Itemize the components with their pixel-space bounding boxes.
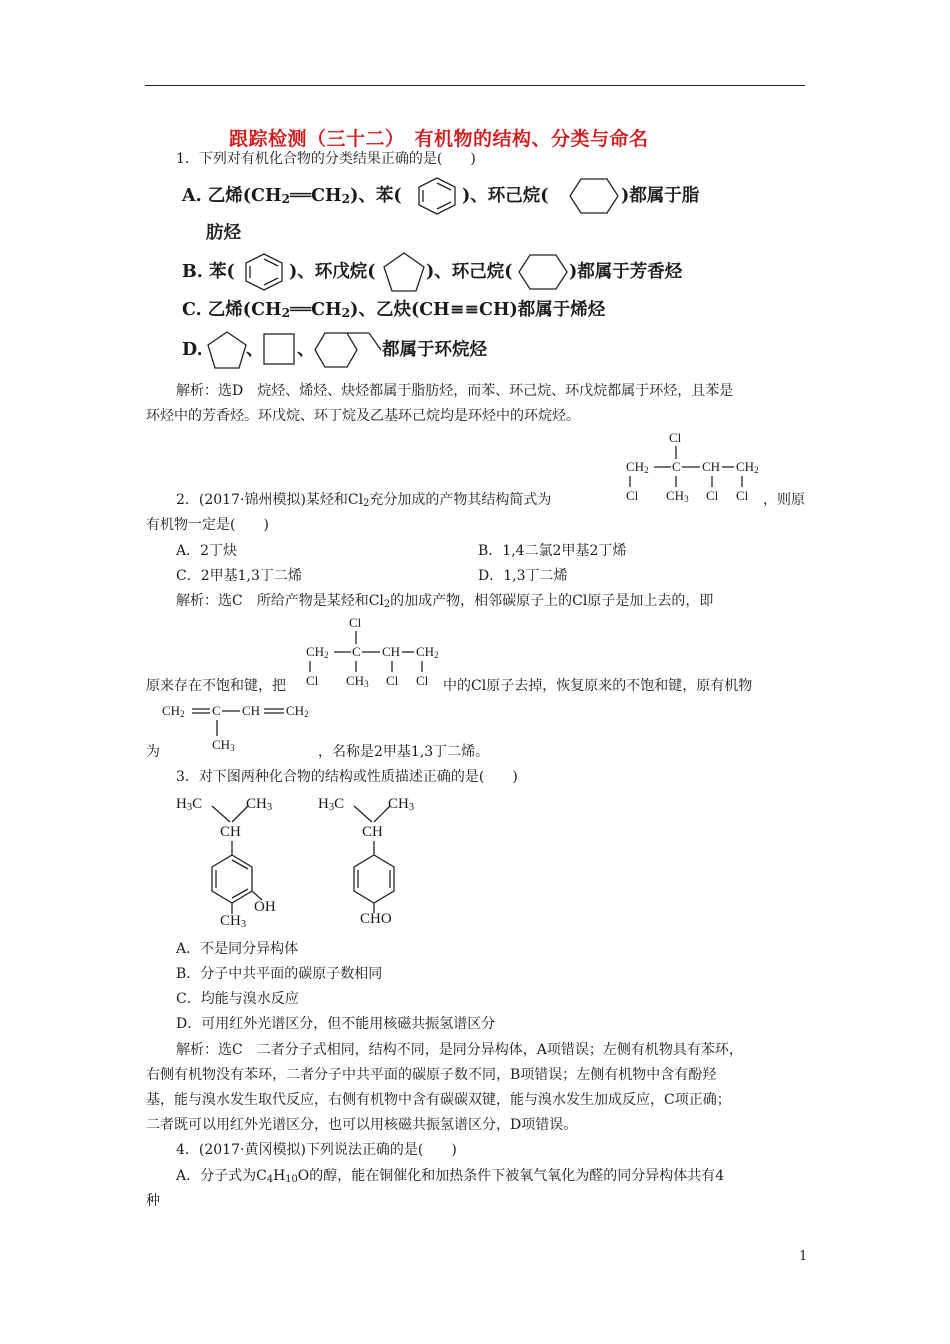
q2-option-b: B．1,4二氯2甲基2丁烯	[478, 543, 627, 559]
cyclohexane-icon	[568, 177, 620, 215]
q1-option-a-end: )都属于脂	[621, 186, 700, 206]
q3-analysis-line4: 二者既可以用红外光谱区分，也可以用核磁共振氢谱区分，D项错误。	[146, 1117, 578, 1133]
q3-option-c: C．均能与溴水反应	[176, 991, 299, 1007]
cyclopentane-icon	[206, 330, 248, 370]
q2-option-c: C．2甲基1,3丁二烯	[176, 568, 302, 584]
q2-analysis-line2-end: 中的Cl原子去掉，恢复原来的不饱和键，原有机物	[443, 678, 753, 694]
q1-option-c: C. 乙烯(CH2══CH2)、乙炔(CH≡≡CH)都属于烯烃	[182, 300, 606, 320]
q3-analysis-line1: 解析：选C 二者分子式相同，结构不同，是同分异构体，A项错误；左侧有机物具有苯环，	[176, 1042, 743, 1058]
q4-option-a-cont: 种	[146, 1193, 160, 1209]
q1-option-b-mid1: )、环戊烷(	[289, 262, 376, 282]
cyclopentane-icon	[382, 251, 426, 293]
q3-option-b: B．分子中共平面的碳原子数相同	[176, 966, 383, 982]
q1-option-a: A. 乙烯(CH2══CH2)、苯(	[182, 186, 402, 206]
formula-q2-analysis-bonds	[306, 616, 456, 696]
molecule-left-bonds	[176, 797, 306, 937]
q1-analysis-line2: 环烃中的芳香烃。环戊烷、环丁烷及乙基环己烷均是环烃中的环烷烃。	[146, 408, 580, 424]
q2-analysis-line3-end: ，名称是2甲基1,3丁二烯。	[318, 744, 490, 760]
q3-stem: 3．对下图两种化合物的结构或性质描述正确的是( )	[176, 769, 518, 785]
cyclohexane-icon	[517, 253, 569, 291]
q3-option-d: D．可用红外光谱区分，但不能用核磁共振氢谱区分	[176, 1016, 496, 1032]
q3-option-a: A．不是同分异构体	[176, 941, 299, 957]
header-rule	[145, 85, 805, 86]
q2-stem-end: ，则原	[763, 492, 805, 508]
q1-option-a-mid: )、环己烷(	[462, 186, 549, 206]
q1-analysis-line1: 解析：选D 烷烃、烯烃、炔烃都属于脂肪烃，而苯、环己烷、环戊烷都属于环烃，且苯是	[176, 383, 734, 399]
q2-stem: 2．(2017·锦州模拟)某烃和$Cl_2$充分加成的产物其结构简式为	[176, 492, 552, 509]
page-title: 跟踪检测（三十二） 有机物的结构、分类与命名	[229, 128, 649, 150]
q2-stem-line2: 有机物一定是( )	[146, 517, 269, 533]
q4-option-a: A．分子式为$C_4H_{10}O$的醇，能在铜催化和加热条件下被氧气氧化为醛的同分异构体共有4	[176, 1168, 725, 1185]
q1-option-d-sep1: 、	[246, 340, 264, 360]
benzene-ring-icon	[413, 176, 461, 216]
q2-analysis-line1: 解析：选C 所给产物是某烃和$Cl_2$的加成产物，相邻碳原子上的Cl原子是加上去的，即	[176, 593, 714, 610]
q2-analysis-line3: 为	[146, 744, 160, 760]
molecule-right-bonds	[318, 797, 448, 937]
q1-option-b: B. 苯(	[182, 262, 235, 282]
cyclobutane-icon	[262, 332, 296, 366]
formula-isoprene-bonds	[162, 704, 322, 754]
q3-analysis-line2: 右侧有机物没有苯环，二者分子中共平面的碳原子数不同，B项错误；左侧有机物中含有酚羟	[146, 1067, 717, 1083]
q1-option-d-end: 都属于环烷烃	[382, 340, 487, 360]
q1-option-b-mid2: )、环己烷(	[426, 262, 513, 282]
q1-option-d: D.	[182, 340, 203, 360]
q2-option-d: D．1,3丁二烯	[478, 568, 568, 584]
ethylcyclohexane-icon	[313, 330, 385, 370]
q4-stem: 4．(2017·黄冈模拟)下列说法正确的是( )	[176, 1142, 457, 1158]
q3-analysis-line3: 基，能与溴水发生取代反应，右侧有机物中含有碳碳双键，能与溴水发生加成反应，C项正确；	[146, 1092, 731, 1108]
benzene-ring-icon	[240, 252, 288, 292]
q1-option-d-sep2: 、	[297, 340, 315, 360]
q1-stem: 1．下列对有机化合物的分类结果正确的是( )	[176, 151, 476, 167]
q2-analysis-line2: 原来存在不饱和键，把	[146, 678, 286, 694]
formula-q2-bonds	[626, 431, 776, 511]
q1-option-b-end: )都属于芳香烃	[569, 262, 683, 282]
q1-option-a-cont: 肪烃	[206, 223, 241, 243]
page-number: 1	[799, 1249, 808, 1264]
q2-option-a: A．2丁炔	[176, 543, 238, 559]
